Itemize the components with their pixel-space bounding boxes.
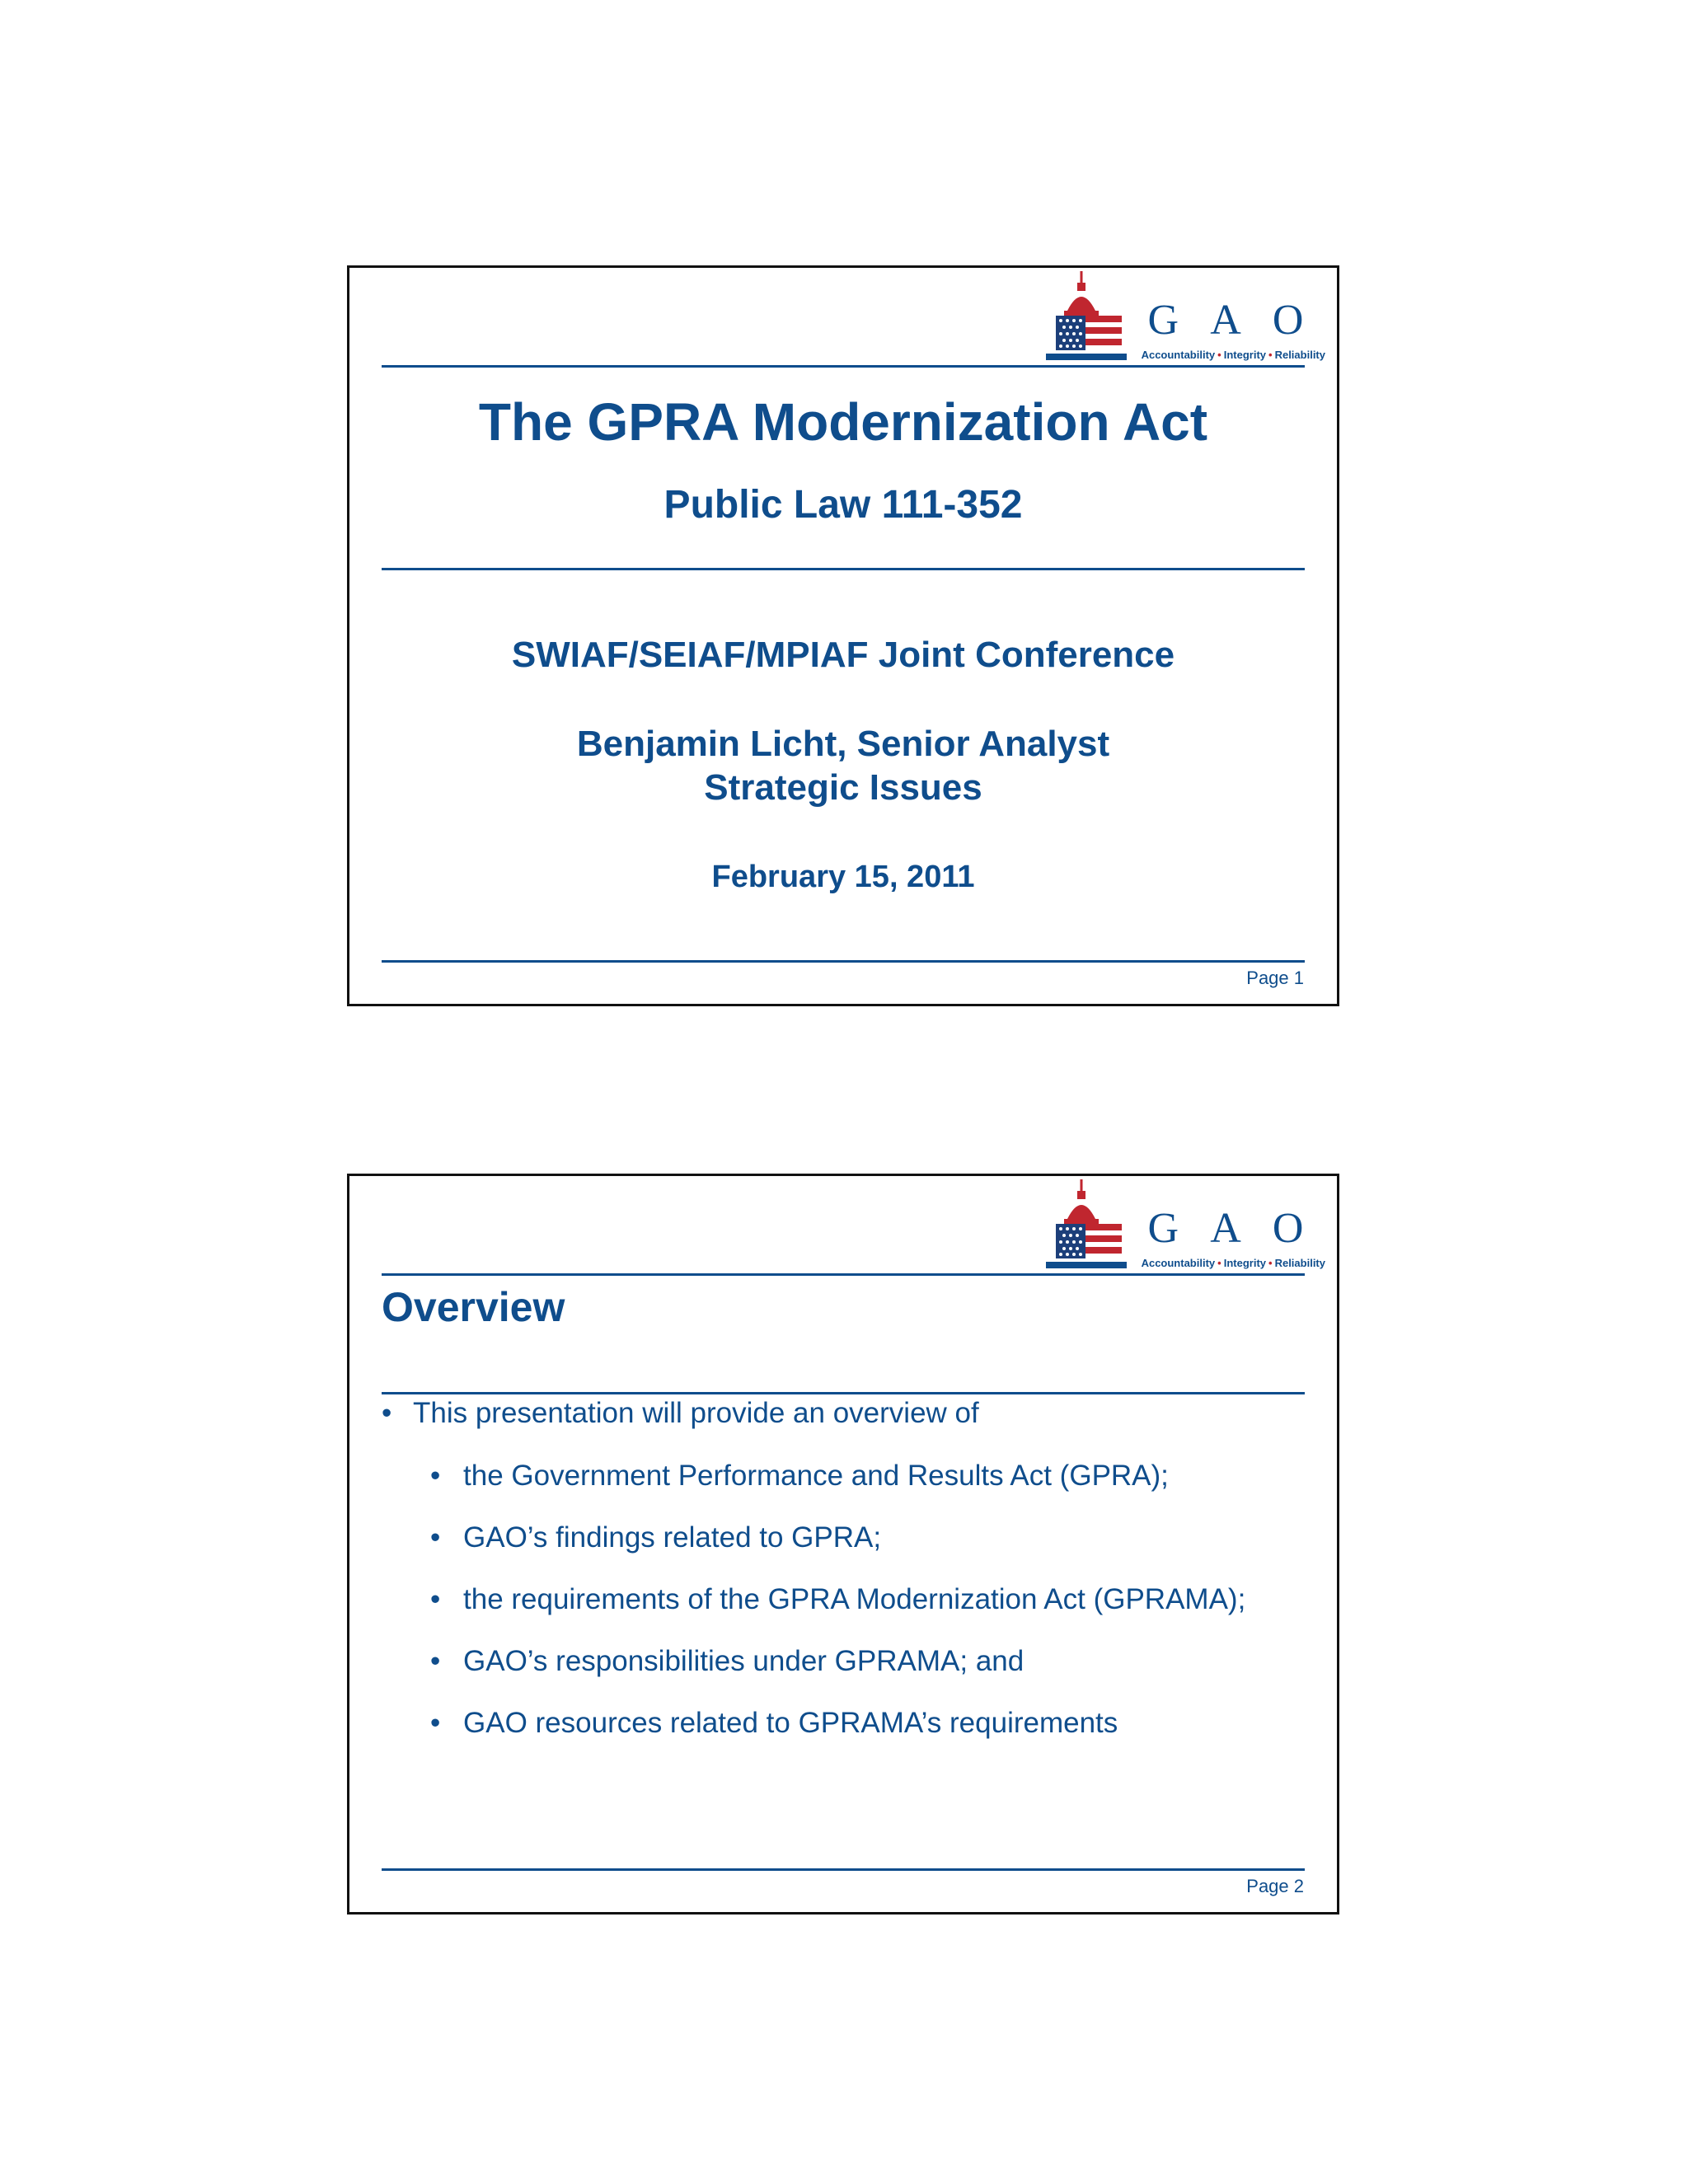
gao-logo	[1044, 268, 1325, 375]
bullet-icon: •	[430, 1460, 441, 1492]
list-item: • the Government Performance and Results Act (GPRA);	[430, 1460, 1169, 1492]
list-item: • GAO’s findings related to GPRA;	[430, 1521, 882, 1554]
gao-letters: G A O	[1147, 297, 1315, 344]
page-number: Page 1	[1246, 968, 1304, 988]
bullet-icon: •	[430, 1645, 441, 1677]
title-rule	[382, 1392, 1305, 1394]
bullet-intro: • This presentation will provide an overview of	[382, 1397, 979, 1429]
bullet-icon: •	[430, 1583, 441, 1615]
slide-2	[347, 1174, 1339, 1915]
list-item: • the requirements of the GPRA Modernization Act (GPRAMA);	[430, 1583, 1246, 1615]
presenter-name: Benjamin Licht, Senior Analyst	[576, 724, 1110, 764]
page-number: Page 2	[1246, 1876, 1304, 1896]
slide-title: Overview	[382, 1284, 565, 1330]
title-rule	[382, 568, 1305, 570]
bullet-icon: •	[382, 1397, 392, 1429]
gao-letters: G A O	[1147, 1205, 1315, 1252]
footer-rule	[382, 960, 1305, 963]
bullet-icon: •	[430, 1521, 441, 1554]
slide-title: The GPRA Modernization Act	[478, 392, 1208, 452]
gao-tagline: Accountability • Integrity • Reliability	[1141, 349, 1325, 361]
list-item: • GAO resources related to GPRAMA’s requirements	[430, 1707, 1118, 1739]
presentation-date: February 15, 2011	[711, 860, 975, 894]
presenter-unit: Strategic Issues	[704, 767, 982, 808]
slide-1	[347, 265, 1339, 1006]
slide-subtitle: Public Law 111-352	[663, 483, 1023, 527]
header-rule	[382, 365, 1305, 368]
header-rule	[382, 1273, 1305, 1276]
bullet-icon: •	[430, 1707, 441, 1739]
list-item: • GAO’s responsibilities under GPRAMA; and	[430, 1645, 1025, 1677]
footer-rule	[382, 1868, 1305, 1871]
conference-name: SWIAF/SEIAF/MPIAF Joint Conference	[511, 635, 1175, 675]
gao-logo	[1044, 1176, 1325, 1283]
gao-tagline: Accountability • Integrity • Reliability	[1141, 1257, 1325, 1269]
